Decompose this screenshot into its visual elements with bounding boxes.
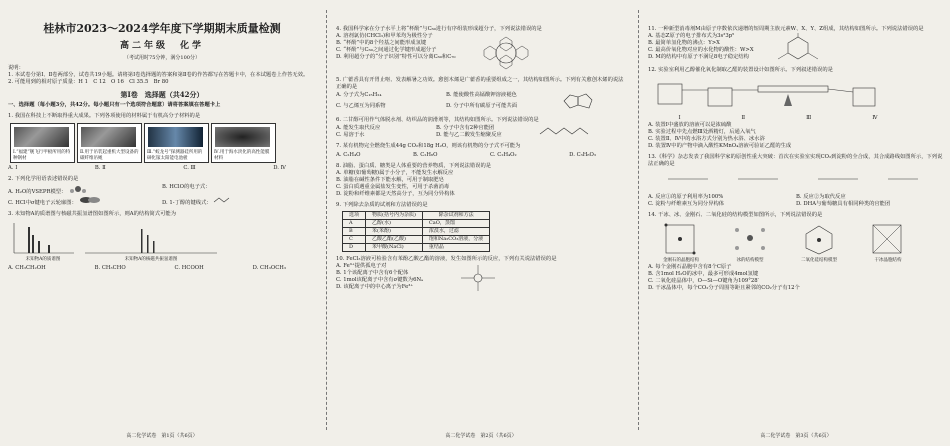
- question-6: [336, 117, 626, 139]
- page-2-footer: 高二化学试卷 第2页（共6页）: [445, 433, 517, 439]
- page-2: [336, 0, 626, 446]
- q9-stem: 9. 下列除去杂质的试剂和方法错误的是: [336, 202, 428, 208]
- dry-ice-cell-figure: [855, 222, 921, 264]
- apparatus-label: Ⅳ: [872, 115, 878, 121]
- page-3-footer: 高二化学试卷 第3页（共6页）: [760, 433, 832, 439]
- page-1: [8, 0, 316, 446]
- bond-line-icon: [213, 196, 235, 204]
- q14-caption-4: 干冰晶胞结构: [874, 258, 902, 263]
- iron-complex-structure: [453, 263, 503, 293]
- q11-stem: 11. 一种新型消毒剂M由原子序数依次递增的短周期主族元素W、X、Y、Z组成，其结构如图所示。下列说法错误的是: [648, 26, 924, 32]
- q12-stem: 12. 实验室利用乙醇催化氧化制取乙醛的装置设计如图所示。下列叙述错误的是: [648, 67, 833, 73]
- q13-option-b: B. 反应②为取代反应: [796, 194, 846, 200]
- q5-option-c: C. 与乙烯互为同系物: [336, 102, 386, 109]
- q1-stem: 1. 我国在科技上不断取得重大成果。下列各项使用的材料属于有机高分子材料的是: [8, 113, 201, 119]
- q1-caption-3: Ⅲ.“蛟龙号”探测器硅所用的砷化镓太阳能电池板: [147, 150, 203, 161]
- crane-photo: [81, 127, 136, 147]
- q11-option-b: B. 最简单氢化物的沸点：Y>X: [648, 40, 720, 46]
- q3-option-b: B. CH₃CHO: [94, 265, 126, 271]
- apparatus-label: Ⅰ: [678, 115, 681, 121]
- mass-spectrum-figure: [8, 221, 78, 263]
- apparatus-labels: [648, 115, 908, 122]
- hnmr-chart: [81, 221, 221, 257]
- exam-title: 桂林市2023～2024学年度下学期期末质量检测: [43, 22, 281, 35]
- q1-image-3: [144, 123, 209, 163]
- table-row: B 苯(苯酚) 浓溴水，过滤: [343, 228, 490, 236]
- q13-options: [648, 194, 944, 208]
- q14-option-d: D. 干冰晶体中，每个CO₂分子周围等距且紧邻的CO₂分子有12个: [648, 285, 800, 291]
- q13-stem: 13.《科学》杂志发表了我国科学家的原创性重大突破：首次在实验室实现CO₂到淀粉的全合成，其合成路线如图所示，下列说法正确的是: [648, 154, 943, 167]
- q7-options: [336, 152, 626, 159]
- q13-option-c: C. 淀粉与纤维素互为同分异构体: [648, 201, 725, 207]
- q8-option-c: C. 蛋白质遇重金属盐发生变性，可用于杀菌消毒: [336, 184, 450, 190]
- q4-option-a: A. 溶剂氯仿(CHCl₃)和甲苯均为极性分子: [336, 33, 433, 39]
- q10-option-a: A. Fe³⁺提供孤电子对: [336, 263, 387, 269]
- question-10: [336, 256, 626, 293]
- q3-option-d: D. CH₃OCH₃: [252, 265, 286, 271]
- table-header-row: [343, 212, 490, 220]
- diamond-cell-model: [648, 222, 714, 256]
- q14-figures: [648, 222, 944, 264]
- q8-stem: 8. 油脂、蛋白质、糖类是人体重要的营养物质，下列说法错误的是: [336, 163, 492, 169]
- question-4: [336, 26, 626, 73]
- q2-option-b: B. HClO的电子式：: [162, 184, 211, 190]
- part1-title: 第Ⅰ卷 选择题（共42分）: [120, 90, 204, 99]
- q6-option-a: A. 能发生取代反应: [336, 125, 381, 131]
- q6-option-b: B. 分子中含有2种官能团: [436, 125, 495, 131]
- q14-option-c: C. 二氧化硅晶体中，O—Si—O键角为109°28′: [648, 278, 759, 284]
- q1-options: [8, 165, 316, 172]
- q7-option-c: C. C₂H₄O₂: [490, 152, 517, 158]
- question-13: [648, 154, 944, 208]
- q7-option-a: A. C₂H₄O: [336, 152, 361, 158]
- ice-structure-model: [717, 222, 783, 256]
- hnmr-figure: [81, 221, 221, 263]
- q7-stem: 7. 某有机物完全燃烧生成44g CO₂和18g H₂O，则该有机物的分子式不可能为: [336, 143, 521, 149]
- table-row: C 乙酸乙酯(乙酸) 饱和Na₂CO₃溶液，分液: [343, 236, 490, 244]
- q5-options: [336, 92, 556, 113]
- q14-caption-1: 金刚石的晶胞结构: [663, 258, 699, 263]
- mass-spectrum-chart: [8, 221, 78, 257]
- q1-image-4: [211, 123, 276, 163]
- diamond-cell-figure: [648, 222, 714, 264]
- exam-note: （考试用时75分钟，满分100分）: [124, 55, 200, 61]
- question-12: [648, 67, 944, 150]
- column-divider-1: [326, 10, 327, 430]
- q11-option-a: A. 基态Z原子的电子排布式为3s²3p⁵: [648, 33, 735, 39]
- q3-option-a: A. CH₃CH₂OH: [8, 265, 46, 271]
- table-row: A 乙醇(水) CaO，蒸馏: [343, 220, 490, 228]
- q8-option-b: B. 油脂在碱性条件下能水解，可用于制取肥皂: [336, 177, 444, 183]
- q4-options: [336, 33, 456, 73]
- q2-option-a: A. H₂O的VSEPR模型：: [8, 184, 162, 196]
- probe-photo: [148, 127, 203, 147]
- ice-model-figure: [717, 222, 783, 264]
- table-header: 除杂试剂和方法: [422, 212, 489, 220]
- q3-figures: [8, 221, 316, 263]
- q1-option-a: A. Ⅰ: [8, 165, 18, 171]
- sigma-bond-icon: [79, 196, 101, 204]
- q8-options: [336, 170, 626, 198]
- q6-stem: 6. 二甘醇可用作气体脱水剂、纺织品的润滑剂等，其结构如图所示。下列说法错误的是: [336, 117, 539, 123]
- table-header: 选项: [343, 212, 366, 220]
- q14-option-b: B. 含1mol H₂O的冰中，最多可形成4mol氢键: [648, 271, 759, 277]
- instruction-1: 1. 本试卷分第Ⅰ、Ⅱ卷两部分，试卷共19小题。请将第Ⅰ卷选择题的答案和第Ⅱ卷的作答都写在答题卡中，在本试题卷上作答无效。: [8, 72, 309, 78]
- apparatus-diagram: [648, 74, 908, 114]
- question-1: [8, 113, 316, 172]
- q10-option-c: C. 1mol该配离子中含有σ键数为6Nₐ: [336, 277, 424, 283]
- instructions-heading: 说明：: [8, 65, 24, 71]
- apparatus-label: Ⅲ: [806, 115, 812, 121]
- q2-stem: 2. 下列化学用语表述错误的是: [8, 176, 79, 182]
- disinfectant-structure: [768, 33, 828, 63]
- q14-caption-3: 二氧化硅结构模型: [801, 258, 837, 263]
- q10-option-b: B. 1个该配离子中含有6个配体: [336, 270, 409, 276]
- silica-model-figure: [786, 222, 852, 264]
- q14-options: [648, 264, 944, 292]
- membrane-photo: [215, 127, 270, 147]
- q10-options: [336, 263, 423, 293]
- q8-option-a: A. 单糖(如葡萄糖)属于小分子，不能发生水解反应: [336, 170, 454, 176]
- q14-stem: 14. 干冰、冰、金刚石、二氧化硅的结构模型如图所示，下列说法错误的是: [648, 212, 823, 218]
- instructions: [8, 65, 316, 86]
- q14-option-a: A. 每个金刚石晶胞中含有8个C原子: [648, 264, 732, 270]
- q13-option-d: D. DHA与葡萄糖具有相同种类的官能团: [796, 201, 891, 207]
- q2-option-c: C. HCl中σ键电子云轮廓图：: [8, 196, 162, 207]
- q11-option-d: D. M的结构中有原子不满足8电子稳定结构: [648, 54, 749, 60]
- q4-option-c: C. “杯酚”与C₆₀之间通过化学键形成超分子: [336, 47, 437, 53]
- question-3: [8, 211, 316, 272]
- q6-option-d: D. 能与乙二酸发生缩聚反应: [436, 132, 502, 138]
- q1-caption-4: Ⅳ.用于海水淡化的高性能膜材料: [214, 150, 270, 161]
- q4-stem: 4. 我国科学家在分子水平上将“杯酚”与C₆₀进行有序组装形成超分子，下列说法错误的是: [336, 26, 542, 32]
- q1-image-1: [10, 123, 75, 163]
- ship-photo: [14, 127, 69, 147]
- page-1-footer: 高二化学试卷 第1页（共6页）: [126, 433, 198, 439]
- q14-caption-2: 冰的结构模型: [736, 258, 764, 263]
- synthesis-route: [648, 168, 934, 190]
- q5-option-d: D. 分子中所有碳原子可能共面: [446, 102, 517, 109]
- q12-option-b: B. 实验过程中先点燃Ⅲ处酒精灯，后通入氧气: [648, 129, 756, 135]
- instruction-2: 2. 可能用到的相对原子质量：H 1 C 12 O 16 Cl 35.5 Br 80: [8, 79, 169, 85]
- q7-option-d: D. C₃H₆O₃: [569, 152, 596, 158]
- q1-option-b: B. Ⅱ: [94, 165, 106, 171]
- q6-option-c: C. 易溶于水: [336, 132, 365, 138]
- vsepr-model-icon: [68, 184, 88, 193]
- table-header: 物质(括号内为杂质): [366, 212, 423, 220]
- q3-option-c: C. HCOOH: [174, 265, 204, 271]
- dry-ice-cell-model: [855, 222, 921, 256]
- q3-options: [8, 265, 316, 272]
- q3-fig2-caption: 未知物A的核磁共振氢谱图: [124, 257, 178, 262]
- q7-option-b: B. C₂H₆O: [412, 152, 438, 158]
- question-14: [648, 212, 944, 292]
- diethylene-glycol-structure: [536, 124, 596, 138]
- q3-fig1-caption: 未知物A的质谱图: [25, 257, 61, 262]
- question-8: [336, 163, 626, 198]
- q1-image-2: [77, 123, 142, 163]
- q1-option-c: C. Ⅲ: [183, 165, 196, 171]
- q9-table: [342, 211, 490, 252]
- question-9: [336, 202, 626, 252]
- q1-option-d: D. Ⅳ: [273, 165, 286, 171]
- q12-option-d: D. 装置Ⅳ中的产物中滴入酸性KMnO₄溶液可验证乙醛的生成: [648, 143, 792, 149]
- silica-structure-model: [786, 222, 852, 256]
- q11-option-c: C. 最高价氧化物对应的水化物的酸性：W>X: [648, 47, 754, 53]
- calixarene-structure: [476, 33, 536, 73]
- q10-option-d: D. 该配离子中的中心离子为Fe³⁺: [336, 284, 414, 290]
- q6-options: [336, 125, 536, 139]
- question-11: [648, 26, 944, 63]
- q1-caption-1: Ⅰ.“福建”舰飞行甲板所用的特种钢材: [13, 150, 71, 161]
- q12-option-c: C. 装置Ⅱ、Ⅳ中的水浴方式分别为热水浴、冰水浴: [648, 136, 765, 142]
- question-2: [8, 176, 316, 207]
- q11-options: [648, 33, 754, 63]
- q5-stem: 5. 广藿香具有开胃止呕、发表解暑之功效。愈创木烯是广藿香的重要组成之一，其结构如图所示。下列有关愈创木烯的说法正确的是: [336, 77, 624, 90]
- guaiene-structure: [556, 91, 596, 113]
- q1-caption-2: Ⅱ.用于吊装起重机大型设备的碳纤维吊绳: [80, 150, 139, 161]
- column-divider-2: [638, 10, 639, 430]
- q4-option-b: B. “杯酚”中的8个羟基之间能形成氢键: [336, 40, 427, 46]
- q13-option-a: A. 反应①的原子利用率为100%: [648, 194, 724, 200]
- q2-options: [8, 184, 316, 207]
- q5-option-b: B. 能使酸性高锰酸钾溶液褪色: [446, 92, 517, 98]
- question-7: [336, 143, 626, 159]
- q1-images: [10, 123, 316, 163]
- q2-option-d: D. 1-丁醇的键线式：: [162, 196, 316, 207]
- q12-option-a: A. 装置Ⅰ中盛放的溶液可以是浓硫酸: [648, 122, 732, 128]
- q3-stem: 3. 未知物A的质谱图与核磁共振氢谱图如图所示，则A的结构简式可能为: [8, 211, 176, 217]
- q5-option-a: A. 分子式为C₁₅H₂₄: [336, 92, 382, 98]
- q4-option-d: D. 利用超分子的“分子识别”特性可以分离C₆₀和C₇₀: [336, 54, 456, 60]
- q12-options: [648, 122, 944, 150]
- q8-option-d: D. 淀粉和纤维素都是天然高分子，互为同分异构体: [336, 191, 455, 197]
- section-heading: 一、选择题（每小题3分，共42分。每小题只有一个选项符合题意）请将答案填在答题卡上: [8, 102, 221, 108]
- table-row: D 苯甲酸(NaCl) 重结晶: [343, 244, 490, 252]
- question-5: [336, 77, 626, 113]
- exam-subtitle: 高二年级 化学: [119, 41, 204, 51]
- apparatus-label: Ⅱ: [741, 115, 746, 121]
- page-3: [648, 0, 944, 446]
- q10-stem: 10. FeCl₃溶液可检验含有苯酚乙酸乙酯的溶液，发生如图所示的反应，下列有关说法错误的是: [336, 256, 557, 262]
